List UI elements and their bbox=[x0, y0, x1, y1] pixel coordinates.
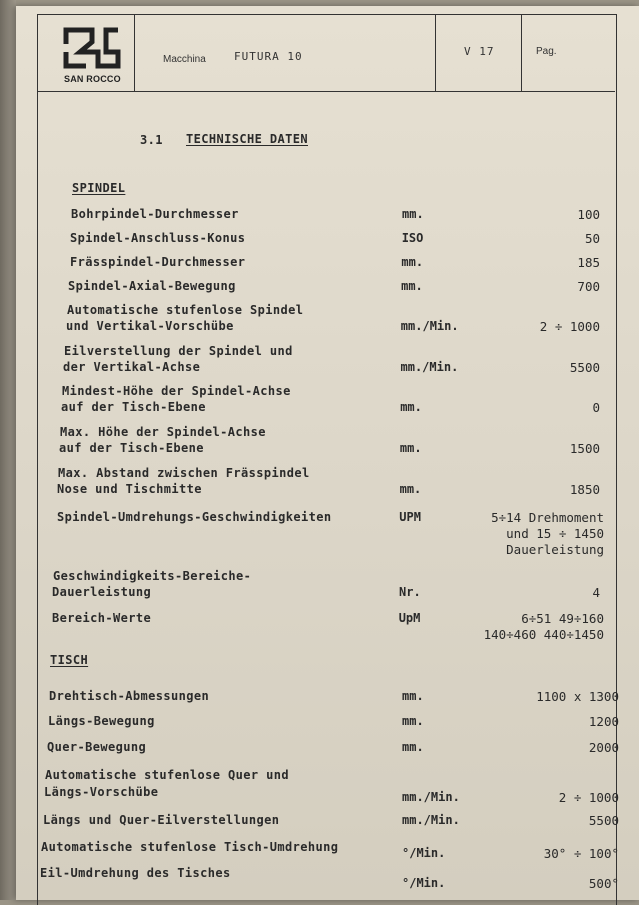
spec-label: Automatische stufenlose Quer und bbox=[45, 768, 289, 782]
spec-label: Spindel-Anschluss-Konus bbox=[70, 231, 246, 245]
spec-value: 700 bbox=[577, 279, 600, 294]
section-number: 3.1 bbox=[140, 133, 163, 147]
spec-unit: mm. bbox=[399, 482, 422, 496]
spec-label: Bohrpindel-Durchmesser bbox=[71, 207, 239, 221]
spec-label: Automatische stufenlose Tisch-Umdrehung bbox=[41, 840, 339, 854]
spec-label: Frässpindel-Durchmesser bbox=[70, 255, 246, 269]
spec-value: und 15 ÷ 1450 bbox=[506, 526, 604, 541]
spec-label: Geschwindigkeits-Bereiche- bbox=[53, 569, 252, 583]
spec-value: 5÷14 Drehmoment bbox=[491, 510, 604, 525]
spec-unit: mm. bbox=[401, 255, 424, 269]
logo-text: SAN ROCCO bbox=[64, 74, 121, 84]
spec-unit: Nr. bbox=[399, 585, 421, 599]
spec-value: 500° bbox=[588, 876, 619, 891]
spec-value: 5500 bbox=[569, 360, 600, 375]
version-label: V 17 bbox=[464, 45, 495, 58]
spec-value: 100 bbox=[577, 207, 600, 222]
tisch-heading: TISCH bbox=[50, 653, 89, 667]
spec-unit: mm./Min. bbox=[402, 790, 460, 804]
spec-unit: UpM bbox=[398, 611, 421, 625]
header-divider bbox=[435, 14, 436, 91]
spec-value: 2000 bbox=[588, 740, 619, 755]
spec-label: Eil-Umdrehung des Tisches bbox=[40, 866, 231, 880]
spec-value: 1100 x 1300 bbox=[536, 689, 619, 704]
spec-label: Quer-Bewegung bbox=[47, 740, 147, 754]
spec-value: 185 bbox=[577, 255, 600, 270]
spec-value: 1200 bbox=[588, 714, 619, 729]
spec-label: Spindel-Axial-Bewegung bbox=[68, 279, 236, 293]
machine-value: FUTURA 10 bbox=[234, 50, 303, 63]
spec-value: 4 bbox=[592, 585, 600, 600]
spec-unit: mm. bbox=[402, 740, 424, 754]
spec-label: Max. Abstand zwischen Frässpindel bbox=[58, 466, 310, 480]
spec-label: auf der Tisch-Ebene bbox=[59, 441, 204, 455]
section-title: TECHNISCHE DATEN bbox=[186, 132, 308, 146]
spec-value: 0 bbox=[592, 400, 600, 415]
spec-unit: mm. bbox=[399, 441, 422, 455]
spec-label: Drehtisch-Abmessungen bbox=[49, 689, 210, 703]
spec-value: Dauerleistung bbox=[506, 542, 604, 557]
spec-unit: mm./Min. bbox=[402, 813, 460, 827]
spec-value: 30° ÷ 100° bbox=[543, 846, 619, 861]
spec-label: und Vertikal-Vorschübe bbox=[66, 319, 234, 333]
spec-label: Mindest-Höhe der Spindel-Achse bbox=[62, 384, 291, 398]
header-divider bbox=[521, 14, 522, 91]
spec-unit: °/Min. bbox=[402, 876, 446, 890]
spec-unit: mm. bbox=[402, 689, 424, 703]
spec-unit: mm./Min. bbox=[400, 319, 459, 333]
spec-label: Automatische stufenlose Spindel bbox=[67, 303, 304, 317]
spec-unit: ISO bbox=[401, 231, 424, 245]
spec-label: Spindel-Umdrehungs-Geschwindigkeiten bbox=[57, 510, 332, 524]
page-label: Pag. bbox=[536, 46, 557, 57]
spec-label: Nose und Tischmitte bbox=[57, 482, 202, 496]
spec-value: 6÷51 49÷160 bbox=[521, 611, 604, 626]
spindel-heading: SPINDEL bbox=[72, 181, 126, 195]
spec-unit: mm. bbox=[402, 207, 424, 221]
spec-label: Längs-Vorschübe bbox=[44, 785, 159, 799]
spec-value: 1850 bbox=[569, 482, 600, 497]
spec-unit: mm. bbox=[401, 279, 423, 293]
spec-unit: °/Min. bbox=[402, 846, 446, 860]
spec-label: Eilverstellung der Spindel und bbox=[64, 344, 293, 358]
spec-label: Bereich-Werte bbox=[52, 611, 152, 625]
spec-label: auf der Tisch-Ebene bbox=[61, 400, 206, 414]
spec-label: der Vertikal-Achse bbox=[63, 360, 201, 374]
spec-label: Max. Höhe der Spindel-Achse bbox=[60, 425, 266, 439]
spec-unit: mm./Min. bbox=[400, 360, 459, 374]
spec-label: Längs und Quer-Eilverstellungen bbox=[43, 813, 280, 827]
spec-value: 140÷460 440÷1450 bbox=[483, 627, 604, 642]
spec-value: 5500 bbox=[588, 813, 619, 828]
page-shadow bbox=[0, 0, 16, 900]
spec-unit: mm. bbox=[402, 714, 424, 728]
machine-label: Macchina bbox=[163, 54, 206, 65]
spec-unit: UPM bbox=[399, 510, 421, 524]
spec-label: Dauerleistung bbox=[52, 585, 152, 599]
spec-value: 2 ÷ 1000 bbox=[558, 790, 619, 805]
header-divider bbox=[134, 14, 135, 91]
spec-value: 1500 bbox=[569, 441, 600, 456]
spec-value: 50 bbox=[584, 231, 600, 246]
spec-value: 2 ÷ 1000 bbox=[539, 319, 600, 334]
spec-label: Längs-Bewegung bbox=[48, 714, 155, 728]
spec-unit: mm. bbox=[400, 400, 422, 414]
